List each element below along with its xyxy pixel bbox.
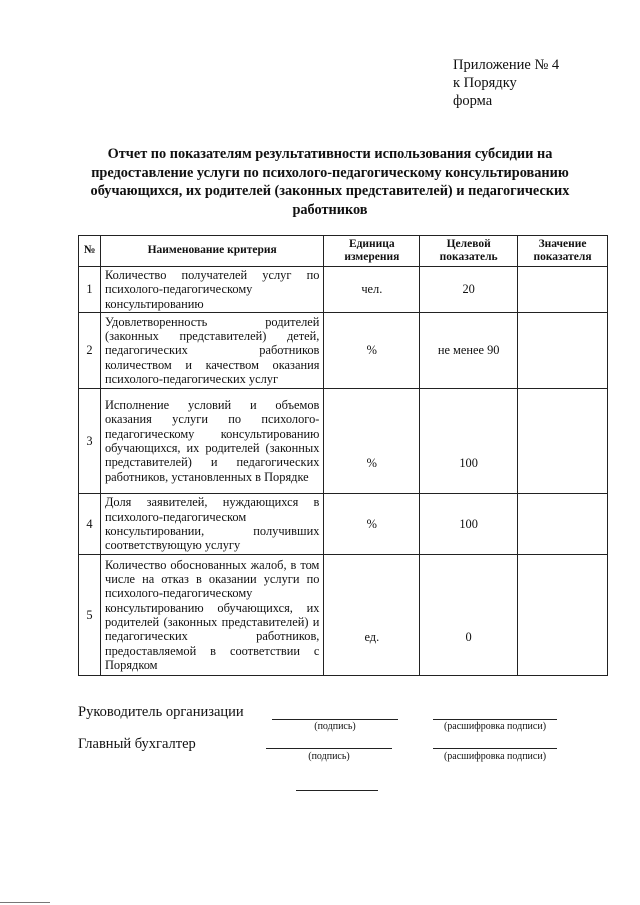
appendix-reference: к Порядку [453, 75, 517, 91]
row-num: 3 [79, 389, 101, 494]
table-row [79, 555, 608, 676]
header-value: Значение показателя [518, 236, 608, 267]
accountant-signature-label: Главный бухгалтер [78, 736, 196, 752]
row-unit: % [324, 313, 420, 389]
accountant-transcript-line [433, 748, 557, 749]
row-target: 100 [420, 389, 518, 494]
table-row [79, 389, 608, 494]
scan-edge-mark [0, 902, 50, 903]
row-value [518, 313, 608, 389]
row-num: 5 [79, 555, 101, 676]
row-value [518, 389, 608, 494]
row-value [518, 494, 608, 555]
table-header-row [79, 236, 608, 267]
head-signature-label: Руководитель организации [78, 704, 244, 720]
report-title: Отчет по показателям результативности использования субсидии на предоставление услуги по психолого-педагогическому консультированию обучающихся, их родителей (законных представителей) и педагогических работников [90, 146, 570, 218]
accountant-signature-line [266, 748, 392, 749]
row-num: 4 [79, 494, 101, 555]
head-signature-line [272, 719, 398, 720]
row-criterion: Исполнение условий и объемов оказания услуги по психолого-педагогическому консультированию обучающихся, их родителей (законных представителей) и педагогических работников, установленных в Порядке [100, 389, 323, 494]
row-target: 0 [420, 555, 518, 676]
table-row [79, 267, 608, 313]
header-criterion: Наименование критерия [100, 236, 323, 267]
row-criterion: Удовлетворенность родителей (законных представителей) детей, педагогических работников количеством и качеством оказания психолого-педагогических услуг [100, 313, 323, 389]
row-num: 1 [79, 267, 101, 313]
row-target: 20 [420, 267, 518, 313]
row-target: 100 [420, 494, 518, 555]
table-row [79, 313, 608, 389]
row-value [518, 267, 608, 313]
row-unit: % [324, 389, 420, 494]
appendix-block [453, 56, 559, 110]
header-unit: Единица измерения [324, 236, 420, 267]
row-value [518, 555, 608, 676]
header-num: № [79, 236, 101, 267]
row-unit: % [324, 494, 420, 555]
head-transcript-line [433, 719, 557, 720]
accountant-transcript-caption: (расшифровка подписи) [443, 751, 547, 762]
report-table [78, 235, 608, 676]
row-criterion: Доля заявителей, нуждающихся в психолого-педагогическом консультировании, получивших соответствующую услугу [100, 494, 323, 555]
row-criterion: Количество обоснованных жалоб, в том числе на отказ в оказании услуги по психолого-педагогическому консультированию обучающихся, их родителей (законных представителей) и педагогических работников, предоставляемой в соответствии с Порядком [100, 555, 323, 676]
row-criterion: Количество получателей услуг по психолого-педагогическому консультированию [100, 267, 323, 313]
row-unit: чел. [324, 267, 420, 313]
extra-signature-line [296, 790, 378, 791]
header-target: Целевой показатель [420, 236, 518, 267]
table-row [79, 494, 608, 555]
head-transcript-caption: (расшифровка подписи) [443, 721, 547, 732]
row-unit: ед. [324, 555, 420, 676]
appendix-form-label: форма [453, 93, 493, 109]
appendix-number: Приложение № 4 [453, 57, 560, 73]
row-target: не менее 90 [420, 313, 518, 389]
row-num: 2 [79, 313, 101, 389]
accountant-signature-caption: (подпись) [308, 751, 350, 762]
head-signature-caption: (подпись) [314, 721, 356, 732]
